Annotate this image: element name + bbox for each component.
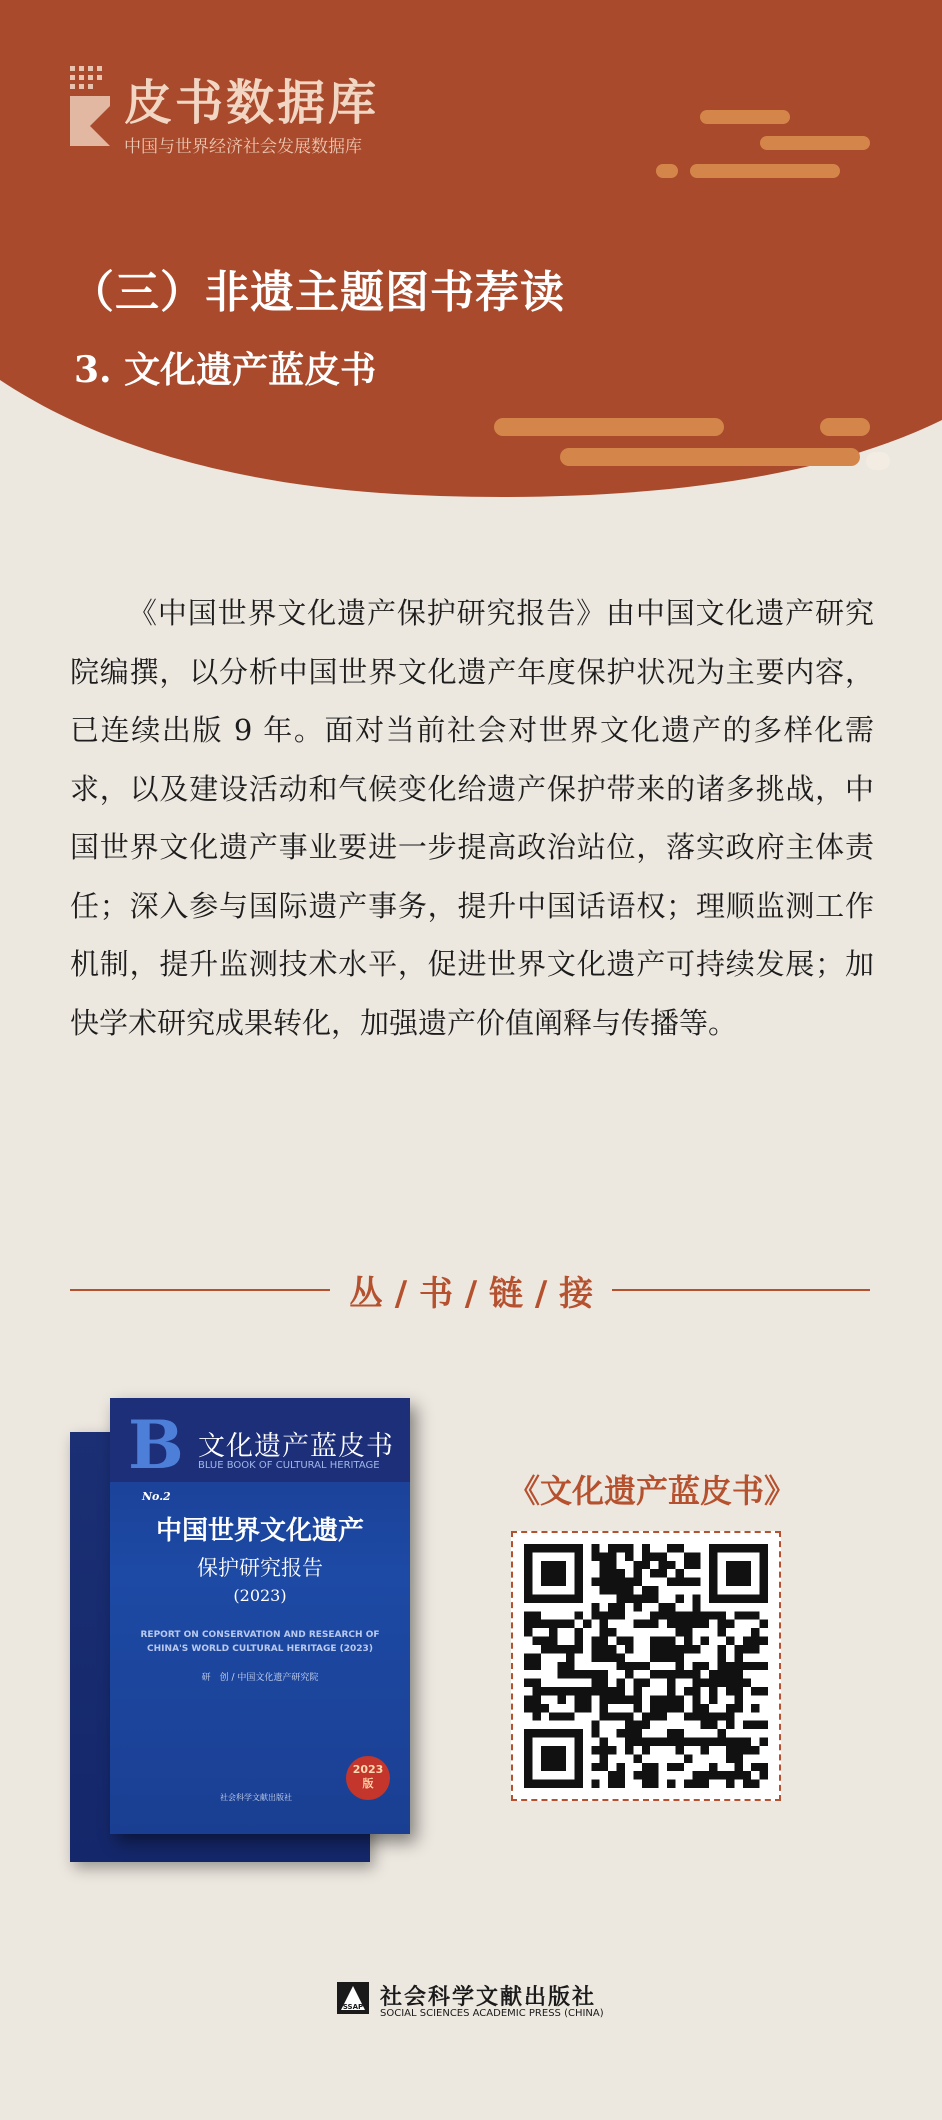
book-series-title-en: BLUE BOOK OF CULTURAL HERITAGE	[198, 1460, 380, 1471]
book-author: 研 创 / 中国文化遗产研究院	[201, 1673, 319, 1683]
section-title: （三）非遗主题图书荐读	[70, 267, 565, 318]
ssap-logo-text: SSAP	[342, 2003, 364, 2011]
book-main-title: 中国世界文化遗产	[155, 1516, 364, 1546]
book-english-title-line1: REPORT ON CONSERVATION AND RESEARCH OF	[140, 1630, 380, 1640]
ssap-logo-icon	[337, 1982, 369, 2014]
book-sub-title: 保护研究报告	[197, 1556, 323, 1580]
footer-publisher-name-en: SOCIAL SCIENCES ACADEMIC PRESS (CHINA)	[380, 2008, 604, 2019]
book-series-letter: B	[128, 1406, 184, 1484]
book-year: (2023)	[233, 1586, 287, 1605]
badge-year: 2023	[352, 1763, 384, 1776]
book-cover[interactable]	[110, 1398, 410, 1834]
brand-tagline: 中国与世界经济社会发展数据库	[124, 137, 362, 157]
divider-left	[70, 1289, 330, 1291]
footer-publisher-name: 社会科学文献出版社	[380, 1985, 597, 2010]
book-english-title-line2: CHINA'S WORLD CULTURAL HERITAGE (2023)	[147, 1644, 373, 1654]
section-subtitle: 3. 文化遗产蓝皮书	[74, 349, 377, 391]
book-edition-badge	[346, 1756, 390, 1800]
intro-paragraph: 《中国世界文化遗产保护研究报告》由中国文化遗产研究院编撰，以分析中国世界文化遗产年度保护状况为主要内容，已连续出版 9 年。面对当前社会对世界文化遗产的多样化需求，以及建设活动和气候变化给遗产保护带来的诸多挑战，中国世界文化遗产事业要进一步提高政治站位，落实政府主体责任；深入参与国际遗产事务，提升中国话语权；理顺监测工作机制，提升监测技术水平，促进世界文化遗产可持续发展；加快学术研究成果转化，加强遗产价值阐释与传播等。	[70, 596, 874, 1040]
divider-right	[612, 1289, 870, 1291]
book-publisher: 社会科学文献出版社	[220, 1793, 292, 1802]
qr-code-frame[interactable]	[511, 1531, 781, 1801]
brand-name: 皮书数据库	[124, 75, 380, 131]
book-number: No.2	[142, 1490, 171, 1503]
qr-code-icon[interactable]	[524, 1544, 768, 1788]
qr-title: 《文化遗产蓝皮书》	[507, 1472, 796, 1510]
book-series-title: 文化遗产蓝皮书	[198, 1431, 394, 1462]
badge-label: 版	[362, 1777, 374, 1790]
series-link-heading: 丛 / 书 / 链 / 接	[348, 1274, 594, 1314]
